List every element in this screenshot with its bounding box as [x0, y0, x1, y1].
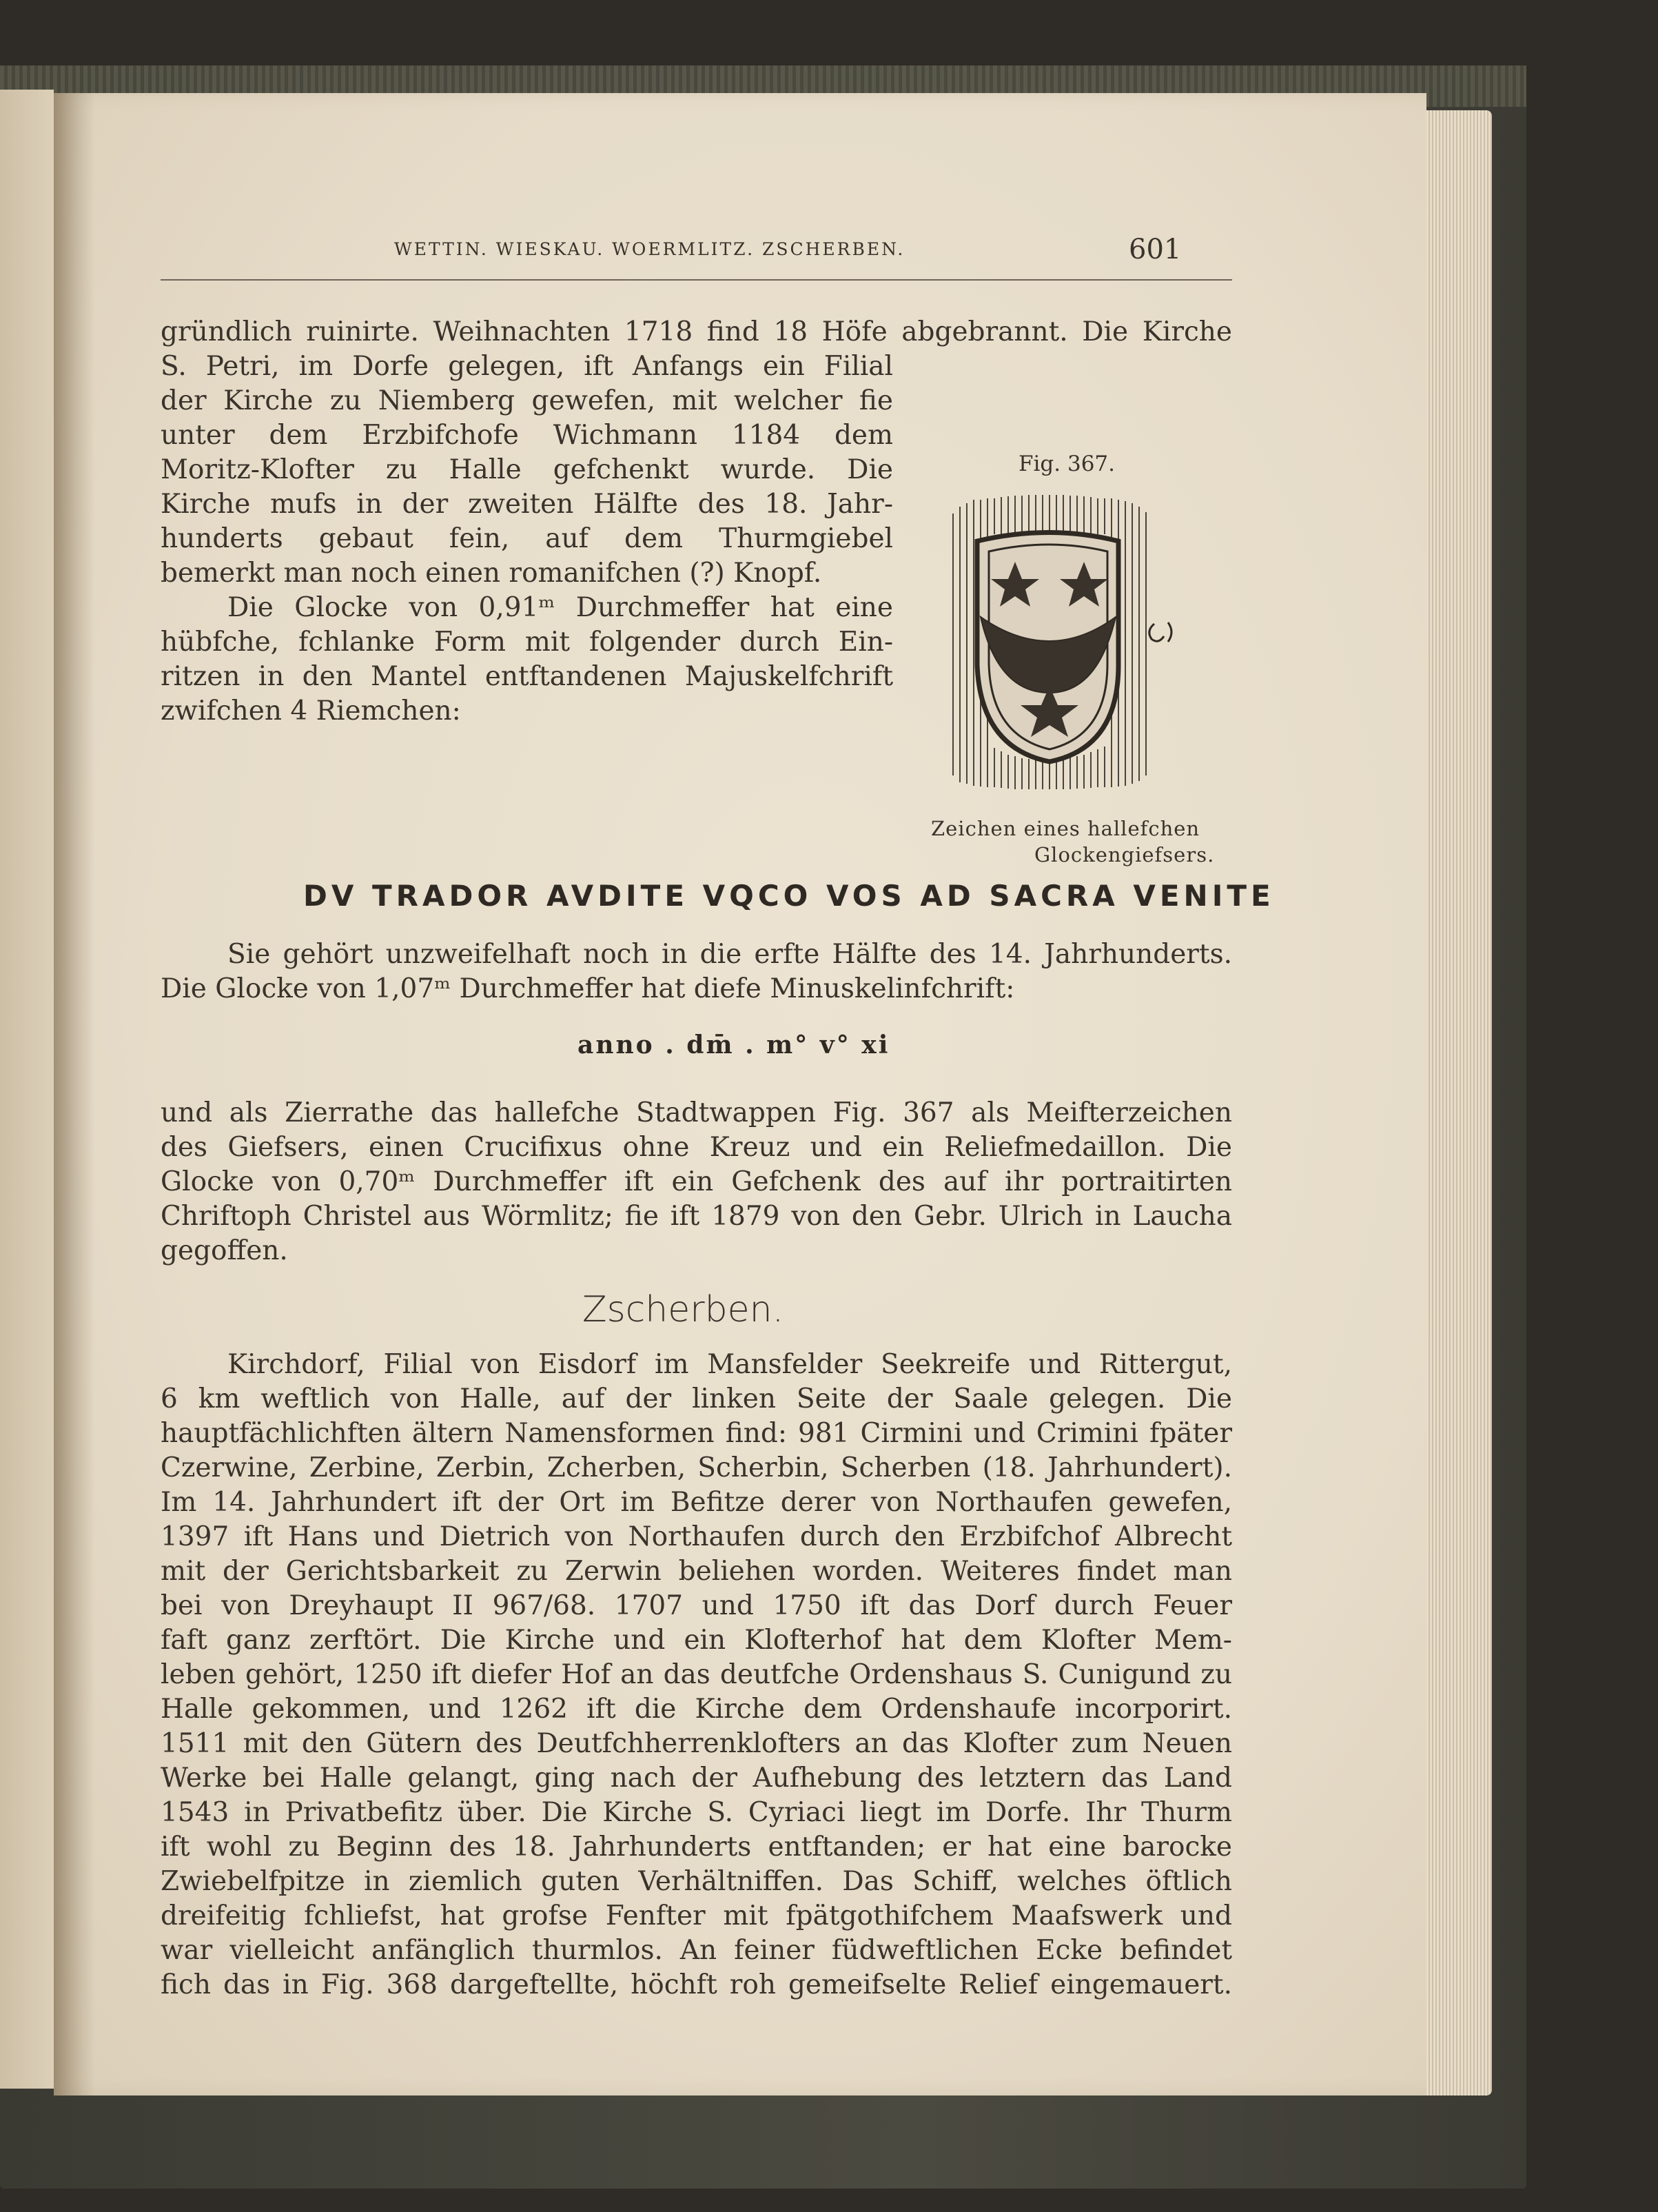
- bell-founder-mark-image: [912, 486, 1187, 803]
- text-line: bei von Dreyhaupt II 967/68. 1707 und 1750 ift das Dorf durch Feuer: [161, 1590, 1232, 1621]
- text-line: hunderts gebaut fein, auf dem Thurmgiebel: [161, 523, 893, 554]
- text-line: Glocke von 0,70ᵐ Durchmeffer ift ein Gefchenk des auf ihr portraitirten: [161, 1166, 1232, 1197]
- figure-367: [870, 451, 1242, 872]
- figure-caption-line: Glockengiefsers.: [1034, 843, 1215, 866]
- text-line: Werke bei Halle gelangt, ging nach der Aufhebung des letztern das Land: [161, 1763, 1232, 1794]
- text-line: 1397 ift Hans und Dietrich von Northaufen durch den Erzbifchof Albrecht: [161, 1521, 1232, 1552]
- text-line: Die Glocke von 1,07ᵐ Durchmeffer hat diefe Minuskelinfchrift:: [161, 973, 1015, 1004]
- text-line: Czerwine, Zerbine, Zerbin, Zcherben, Scherbin, Scherben (18. Jahrhundert).: [161, 1452, 1232, 1483]
- text-line: des Giefsers, einen Crucifixus ohne Kreuz und ein Reliefmedaillon. Die: [161, 1132, 1232, 1163]
- text-line: hauptfächlichften ältern Namensformen find: 981 Cirmini und Crimini fpäter: [161, 1418, 1232, 1449]
- text-line: Sie gehört unzweifelhaft noch in die erfte Hälfte des 14. Jahrhunderts.: [227, 939, 1232, 970]
- text-line: dreifeitig fchliefst, hat grofse Fenfter mit fpätgothifchem Maafswerk und: [161, 1900, 1232, 1931]
- text-line: der Kirche zu Niemberg gewefen, mit welcher fie: [161, 385, 893, 416]
- text-line: fich das in Fig. 368 dargeftellte, höchft roh gemeifselte Relief eingemauert.: [161, 1969, 1232, 2000]
- minuscule-inscription: anno . dm̄ . m° v° xi: [577, 1031, 890, 1059]
- text-line: faft ganz zerftört. Die Kirche und ein Klofterhof hat dem Klofter Mem-: [161, 1625, 1232, 1656]
- previous-page-edge: [0, 90, 54, 2089]
- majuscule-inscription: DV TRADOR AVDITE VQCO VOS AD SACRA VENITE: [303, 879, 1275, 913]
- text-line: hübfche, fchlanke Form mit folgender durch Ein-: [161, 627, 893, 658]
- section-heading: Zscherben.: [582, 1289, 784, 1330]
- figure-label: Fig. 367.: [1019, 451, 1115, 476]
- gutter-shadow: [54, 93, 95, 2096]
- book-page: [54, 93, 1426, 2096]
- text-line: und als Zierrathe das hallefche Stadtwappen Fig. 367 als Meifterzeichen: [161, 1097, 1232, 1128]
- page-number: 601: [1129, 234, 1182, 265]
- text-line: unter dem Erzbifchofe Wichmann 1184 dem: [161, 420, 893, 451]
- text-line: gegoffen.: [161, 1235, 288, 1266]
- text-line: zwifchen 4 Riemchen:: [161, 696, 461, 727]
- running-head-title: WETTIN. WIESKAU. WOERMLITZ. ZSCHERBEN.: [394, 239, 905, 259]
- text-line: gründlich ruinirte. Weihnachten 1718 find 18 Höfe abgebrannt. Die Kirche: [161, 316, 1232, 347]
- text-line: Chriftoph Christel aus Wörmlitz; fie ift 1879 von den Gebr. Ulrich in Laucha: [161, 1201, 1232, 1232]
- text-line: 1543 in Privatbefitz über. Die Kirche S. Cyriaci liegt im Dorfe. Ihr Thurm: [161, 1797, 1232, 1828]
- text-line: S. Petri, im Dorfe gelegen, ift Anfangs ein Filial: [161, 351, 893, 382]
- header-rule: [161, 279, 1232, 281]
- text-line: Moritz-Klofter zu Halle gefchenkt wurde. Die: [161, 454, 893, 485]
- text-line: bemerkt man noch einen romanifchen (?) Knopf.: [161, 558, 822, 589]
- page-block-edges: [1416, 110, 1492, 2096]
- text-line: 6 km weftlich von Halle, auf der linken Seite der Saale gelegen. Die: [161, 1383, 1232, 1414]
- text-line: 1511 mit den Gütern des Deutfchherrenklofters an das Klofter zum Neuen: [161, 1728, 1232, 1759]
- text-line: Kirchdorf, Filial von Eisdorf im Mansfelder Seekreife und Rittergut,: [227, 1349, 1232, 1380]
- text-line: mit der Gerichtsbarkeit zu Zerwin beliehen worden. Weiteres findet man: [161, 1556, 1232, 1587]
- text-line: ritzen in den Mantel entftandenen Majuskelfchrift: [161, 661, 893, 692]
- text-line: Im 14. Jahrhundert ift der Ort im Befitze derer von Northaufen gewefen,: [161, 1487, 1232, 1518]
- text-line: Halle gekommen, und 1262 ift die Kirche dem Ordenshaufe incorporirt.: [161, 1694, 1232, 1725]
- running-head: [54, 234, 1426, 267]
- text-line: leben gehört, 1250 ift diefer Hof an das deutfche Ordenshaus S. Cunigund zu: [161, 1659, 1232, 1690]
- text-line: ift wohl zu Beginn des 18. Jahrhunderts entftanden; er hat eine barocke: [161, 1832, 1232, 1863]
- text-line: Kirche mufs in der zweiten Hälfte des 18. Jahr-: [161, 489, 893, 520]
- text-line: Zwiebelfpitze in ziemlich guten Verhältniffen. Das Schiff, welches öftlich: [161, 1866, 1232, 1897]
- text-line: war vielleicht anfänglich thurmlos. An feiner füdweftlichen Ecke befindet: [161, 1935, 1232, 1966]
- figure-caption-line: Zeichen eines hallefchen: [931, 817, 1200, 840]
- text-line: Die Glocke von 0,91ᵐ Durchmeffer hat eine: [227, 592, 893, 623]
